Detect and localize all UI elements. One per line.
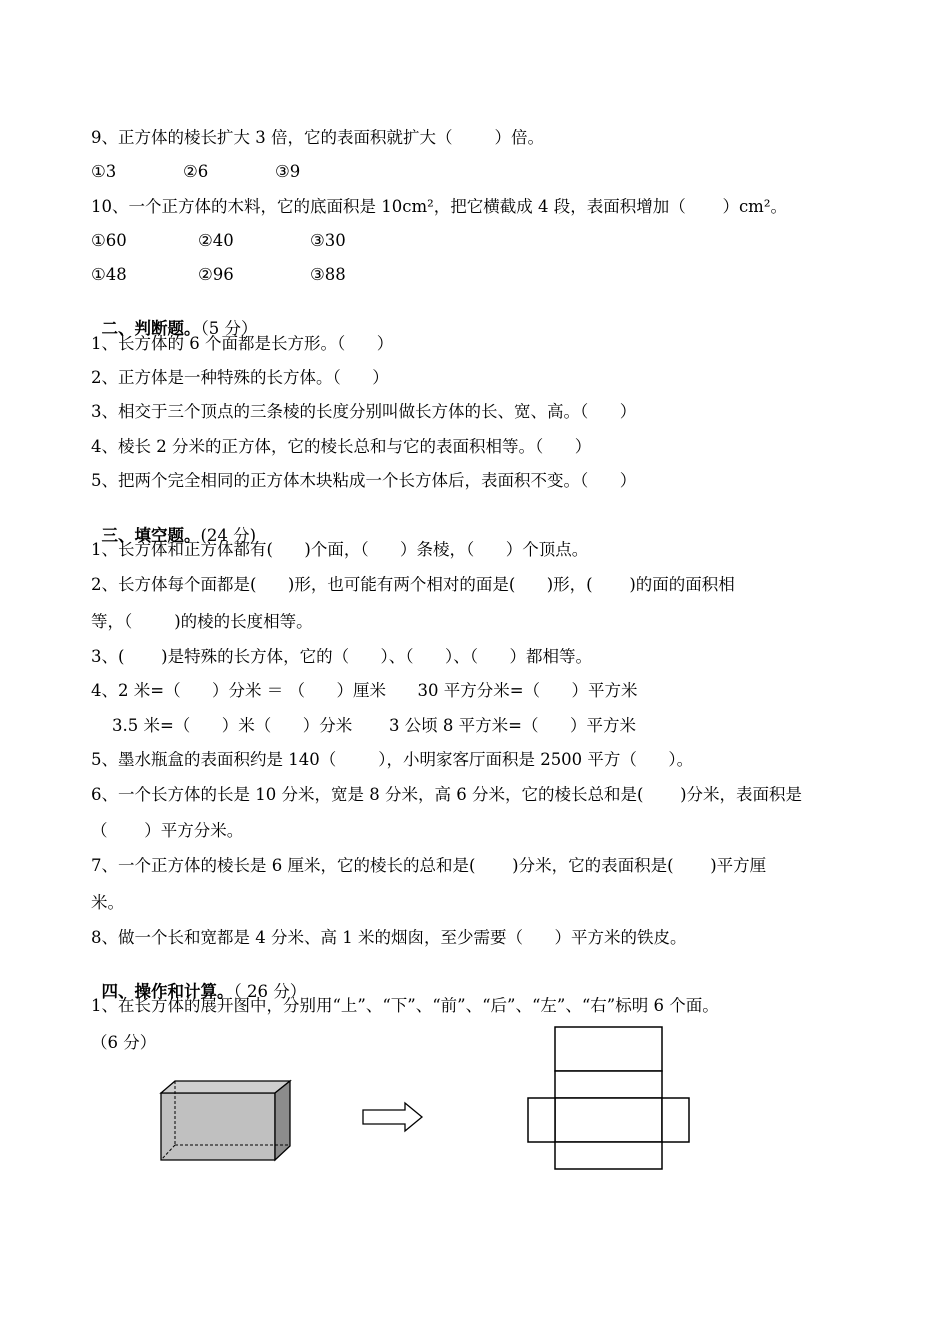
option-1: ①60 [91, 231, 127, 250]
fill-line: 2、长方体每个面都是( )形，也可能有两个相对的面是( )形，( )的面的面积相 [91, 575, 735, 594]
fill-line: （ ）平方分米。 [91, 821, 244, 840]
fill-line: 7、一个正方体的棱长是 6 厘米，它的棱长的总和是( )分米，它的表面积是( )平方厘 [91, 856, 767, 875]
ops-question-1-score: （6 分） [91, 1033, 157, 1052]
judge-item: 2、正方体是一种特殊的长方体。（ ） [91, 368, 389, 387]
fill-line: 3、( )是特殊的长方体，它的（ ）、（ ）、（ ）都相等。 [91, 647, 592, 666]
cuboid-figure [155, 1075, 297, 1165]
question-9-options [91, 162, 300, 182]
question-11-options [91, 265, 346, 285]
option-3: ③88 [310, 265, 346, 284]
net-face-upper [555, 1071, 662, 1098]
section-score: （ 26 分） [233, 982, 307, 1001]
option-2: ②6 [183, 162, 209, 181]
section-title: 三、填空题。 [101, 526, 201, 545]
fill-line: 米。 [91, 893, 124, 912]
net-face-bottom [555, 1142, 662, 1169]
section-score: (24 分) [200, 526, 257, 545]
question-10: 10、一个正方体的木料，它的底面积是 10cm²，把它横截成 4 段，表面积增加（ ）cm²。 [91, 197, 787, 216]
option-1: ①48 [91, 265, 127, 284]
judge-item: 5、把两个完全相同的正方体木块粘成一个长方体后，表面积不变。（ ） [91, 471, 637, 490]
fill-line: 3.5 米=（ ）米（ ）分米 3 公顷 8 平方米=（ ）平方米 [91, 716, 636, 735]
question-9: 9、正方体的棱长扩大 3 倍，它的表面积就扩大（ ）倍。 [91, 128, 544, 147]
arrow-right-icon [360, 1100, 426, 1134]
question-10-options [91, 231, 346, 251]
fill-line: 5、墨水瓶盒的表面积约是 140（ ），小明家客厅面积是 2500 平方（ ）。 [91, 750, 694, 769]
section-title: 四、操作和计算。 [101, 982, 234, 1001]
cuboid-front-face [161, 1093, 275, 1160]
option-3: ③9 [275, 162, 301, 181]
net-face-right [662, 1098, 689, 1142]
fill-line: 8、做一个长和宽都是 4 分米、高 1 米的烟囱，至少需要（ ）平方米的铁皮。 [91, 928, 687, 947]
cuboid-top-face [161, 1081, 290, 1093]
net-face-top [555, 1027, 662, 1071]
cuboid-net-figure [526, 1025, 696, 1175]
judge-item: 1、长方体的 6 个面都是长方形。（ ） [91, 334, 394, 353]
fill-line: 4、2 米=（ ）分米 ＝ （ ）厘米 30 平方分米=（ ）平方米 [91, 681, 638, 700]
option-1: ①3 [91, 162, 117, 181]
net-face-middle [555, 1098, 662, 1142]
fill-line: 1、长方体和正方体都有( )个面，（ ）条棱，（ ）个顶点。 [91, 540, 589, 559]
cuboid-side-face [275, 1081, 290, 1160]
section-title: 二、判断题。 [101, 319, 201, 338]
judge-item: 4、棱长 2 分米的正方体，它的棱长总和与它的表面积相等。（ ） [91, 437, 592, 456]
ops-question-1: 1、在长方体的展开图中，分别用“上”、“下”、“前”、“后”、“左”、“右”标明 6 个面。 [91, 996, 719, 1015]
option-3: ③30 [310, 231, 346, 250]
fill-line: 6、一个长方体的长是 10 分米，宽是 8 分米，高 6 分米，它的棱长总和是( )分米，表面积是 [91, 785, 803, 804]
section-score: （5 分） [200, 319, 258, 338]
fill-line: 等，（ )的棱的长度相等。 [91, 612, 313, 631]
section-judge-heading [91, 299, 258, 339]
option-2: ②96 [198, 265, 234, 284]
judge-item: 3、相交于三个顶点的三条棱的长度分别叫做长方体的长、宽、高。（ ） [91, 402, 637, 421]
net-face-left [528, 1098, 555, 1142]
option-2: ②40 [198, 231, 234, 250]
